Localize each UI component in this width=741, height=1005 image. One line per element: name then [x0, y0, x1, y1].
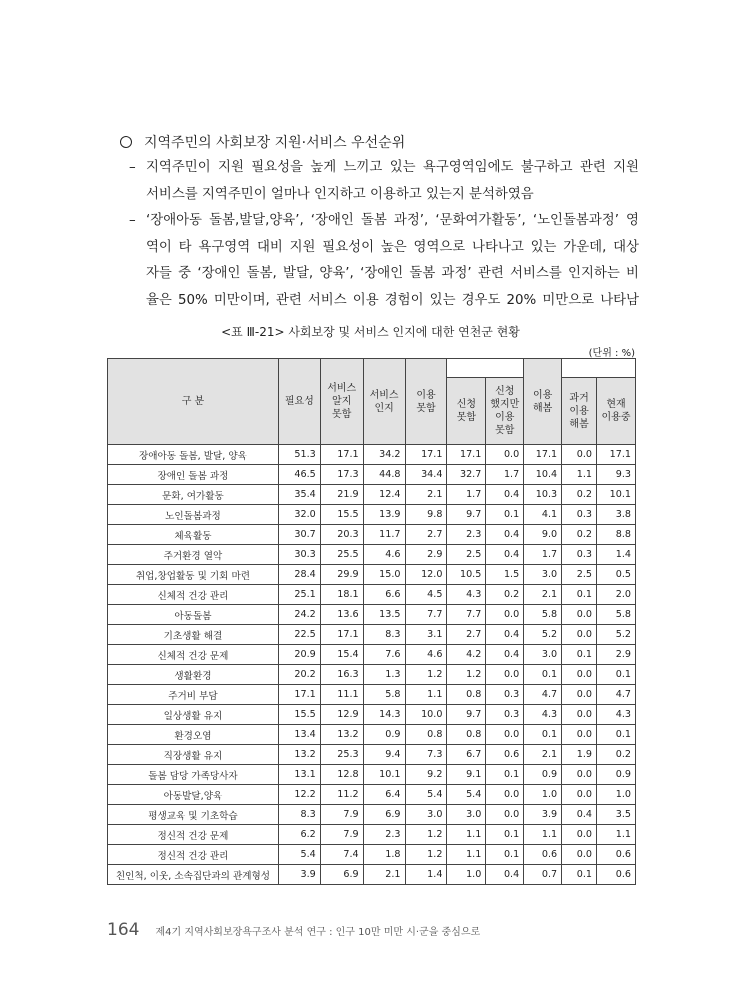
table-cell: 0.0	[562, 725, 597, 745]
table-cell: 1.0	[447, 865, 486, 885]
table-cell: 0.1	[524, 665, 562, 685]
table-row	[108, 445, 636, 465]
table-cell: 0.0	[562, 785, 597, 805]
table-cell: 5.8	[597, 605, 636, 625]
table-cell: 0.0	[562, 705, 597, 725]
table-cell: 10.1	[363, 765, 405, 785]
table-cell: 8.3	[363, 625, 405, 645]
table-cell: 1.2	[405, 825, 447, 845]
table-cell: 2.9	[405, 545, 447, 565]
header-blank-group-1	[447, 359, 524, 378]
row-label: 노인돌봄과정	[108, 505, 279, 525]
row-label: 주거환경 열악	[108, 545, 279, 565]
table-cell: 0.0	[562, 625, 597, 645]
table-cell: 15.5	[320, 505, 363, 525]
table-row	[108, 805, 636, 825]
row-label: 직장생활 유지	[108, 745, 279, 765]
table-cell: 32.7	[447, 465, 486, 485]
table-cell: 0.3	[486, 705, 524, 725]
table-cell: 0.1	[562, 645, 597, 665]
row-label: 신체적 건강 문제	[108, 645, 279, 665]
row-label: 친인척, 이웃, 소속집단과의 관계형성	[108, 865, 279, 885]
table-cell: 0.7	[524, 865, 562, 885]
table-row	[108, 685, 636, 705]
row-label: 장애인 돌봄 과정	[108, 465, 279, 485]
table-cell: 0.0	[562, 825, 597, 845]
section-heading	[120, 132, 405, 152]
row-label: 아동돌봄	[108, 605, 279, 625]
row-label: 취업,창업활동 및 기회 마련	[108, 565, 279, 585]
table-cell: 4.2	[447, 645, 486, 665]
table-row	[108, 845, 636, 865]
table-cell: 17.1	[597, 445, 636, 465]
table-cell: 12.4	[363, 485, 405, 505]
header-used: 이용 해봄	[524, 359, 562, 445]
table-row	[108, 465, 636, 485]
table-cell: 12.0	[405, 565, 447, 585]
table-cell: 10.1	[597, 485, 636, 505]
table-row	[108, 585, 636, 605]
table-cell: 10.0	[405, 705, 447, 725]
table-cell: 2.1	[524, 585, 562, 605]
header-blank-group-2	[562, 359, 636, 378]
table-cell: 15.4	[320, 645, 363, 665]
table-cell: 1.7	[447, 485, 486, 505]
table-cell: 9.1	[447, 765, 486, 785]
table-cell: 25.3	[320, 745, 363, 765]
table-cell: 2.7	[405, 525, 447, 545]
paragraph-1	[129, 155, 639, 208]
table-cell: 4.6	[363, 545, 405, 565]
table-row	[108, 765, 636, 785]
table-caption: <표 Ⅲ-21> 사회보장 및 서비스 인지에 대한 연천군 현황	[221, 325, 520, 339]
row-label: 신체적 건강 관리	[108, 585, 279, 605]
table-cell: 0.4	[486, 545, 524, 565]
row-label: 일상생활 유지	[108, 705, 279, 725]
table-cell: 0.0	[562, 765, 597, 785]
header-category: 구 분	[108, 359, 279, 445]
table-cell: 0.0	[562, 845, 597, 865]
table-cell: 9.8	[405, 505, 447, 525]
row-label: 장애아동 돌봄, 발달, 양육	[108, 445, 279, 465]
table-cell: 0.1	[486, 845, 524, 865]
row-label: 돌봄 담당 가족당사자	[108, 765, 279, 785]
table-cell: 1.0	[597, 785, 636, 805]
table-cell: 17.1	[320, 625, 363, 645]
table-cell: 20.9	[278, 645, 320, 665]
table-cell: 0.6	[524, 845, 562, 865]
table-cell: 9.4	[363, 745, 405, 765]
table-cell: 24.2	[278, 605, 320, 625]
table-cell: 4.7	[524, 685, 562, 705]
table-cell: 0.1	[524, 725, 562, 745]
table-row	[108, 825, 636, 845]
table-cell: 2.0	[597, 585, 636, 605]
table-cell: 0.2	[562, 485, 597, 505]
table-cell: 7.4	[320, 845, 363, 865]
table-cell: 0.3	[486, 685, 524, 705]
table-cell: 0.5	[597, 565, 636, 585]
row-label: 체육활동	[108, 525, 279, 545]
table-cell: 0.8	[405, 725, 447, 745]
table-row	[108, 485, 636, 505]
table-cell: 2.1	[363, 865, 405, 885]
table-cell: 0.4	[486, 485, 524, 505]
footer	[107, 920, 480, 940]
table-cell: 0.1	[562, 585, 597, 605]
table-cell: 0.1	[562, 865, 597, 885]
table-cell: 7.6	[363, 645, 405, 665]
table-cell: 7.7	[405, 605, 447, 625]
table-cell: 13.9	[363, 505, 405, 525]
table-cell: 8.3	[278, 805, 320, 825]
table-cell: 2.1	[524, 745, 562, 765]
table-cell: 10.4	[524, 465, 562, 485]
header-need: 필요성	[278, 359, 320, 445]
table-cell: 6.7	[447, 745, 486, 765]
table-cell: 44.8	[363, 465, 405, 485]
table-cell: 0.9	[597, 765, 636, 785]
paragraph-2	[129, 208, 639, 314]
table-cell: 3.8	[597, 505, 636, 525]
table-cell: 30.3	[278, 545, 320, 565]
table-cell: 4.6	[405, 645, 447, 665]
header-not-applied: 신청 못함	[447, 378, 486, 445]
table-cell: 2.3	[363, 825, 405, 845]
table-cell: 29.9	[320, 565, 363, 585]
table-cell: 4.7	[597, 685, 636, 705]
table-row	[108, 785, 636, 805]
row-label: 아동발달,양육	[108, 785, 279, 805]
table-cell: 10.3	[524, 485, 562, 505]
table-cell: 0.3	[562, 545, 597, 565]
table-cell: 1.0	[524, 785, 562, 805]
table-cell: 1.2	[405, 665, 447, 685]
table-cell: 1.8	[363, 845, 405, 865]
table-cell: 21.9	[320, 485, 363, 505]
table-cell: 9.0	[524, 525, 562, 545]
table-cell: 34.4	[405, 465, 447, 485]
table-cell: 6.2	[278, 825, 320, 845]
table-cell: 6.4	[363, 785, 405, 805]
table-cell: 0.4	[486, 645, 524, 665]
table-cell: 0.0	[562, 445, 597, 465]
header-past-use: 과거 이용 해봄	[562, 378, 597, 445]
table-cell: 1.1	[447, 845, 486, 865]
table-row	[108, 625, 636, 645]
table-cell: 1.7	[524, 545, 562, 565]
table-cell: 12.8	[320, 765, 363, 785]
table-cell: 12.9	[320, 705, 363, 725]
table-cell: 28.4	[278, 565, 320, 585]
table-cell: 22.5	[278, 625, 320, 645]
table-cell: 3.9	[524, 805, 562, 825]
table-row	[108, 745, 636, 765]
table-cell: 0.2	[486, 585, 524, 605]
table-cell: 0.6	[597, 865, 636, 885]
table-cell: 0.0	[562, 665, 597, 685]
table-cell: 0.0	[562, 685, 597, 705]
table-cell: 1.2	[447, 665, 486, 685]
table-cell: 0.0	[486, 445, 524, 465]
table-cell: 11.2	[320, 785, 363, 805]
table-cell: 17.1	[278, 685, 320, 705]
table-cell: 0.6	[486, 745, 524, 765]
table-cell: 3.0	[524, 565, 562, 585]
table-cell: 4.3	[524, 705, 562, 725]
table-cell: 1.3	[363, 665, 405, 685]
table-cell: 9.7	[447, 705, 486, 725]
table-cell: 17.1	[524, 445, 562, 465]
dash-bullet-icon: –	[129, 160, 136, 175]
table-cell: 11.7	[363, 525, 405, 545]
table-cell: 2.5	[562, 565, 597, 585]
table-cell: 1.2	[405, 845, 447, 865]
table-cell: 17.1	[405, 445, 447, 465]
table-cell: 0.1	[486, 825, 524, 845]
table-cell: 3.0	[447, 805, 486, 825]
table-cell: 2.9	[597, 645, 636, 665]
table-cell: 3.9	[278, 865, 320, 885]
table-cell: 25.5	[320, 545, 363, 565]
row-label: 주거비 부담	[108, 685, 279, 705]
table-cell: 14.3	[363, 705, 405, 725]
table-cell: 5.8	[363, 685, 405, 705]
table-cell: 3.0	[524, 645, 562, 665]
page-number: 164	[107, 920, 140, 940]
table-cell: 1.5	[486, 565, 524, 585]
table-cell: 4.3	[447, 585, 486, 605]
table-row	[108, 605, 636, 625]
table-row	[108, 545, 636, 565]
table-cell: 34.2	[363, 445, 405, 465]
paragraph-1-line-1: 지역주민이 지원 필요성을 높게 느끼고 있는 욕구영역임에도 불구하고 관련 지원	[146, 160, 639, 175]
row-label: 생활환경	[108, 665, 279, 685]
table-cell: 0.4	[486, 525, 524, 545]
row-label: 환경오염	[108, 725, 279, 745]
table-cell: 13.2	[278, 745, 320, 765]
table-cell: 35.4	[278, 485, 320, 505]
table-cell: 9.7	[447, 505, 486, 525]
table-cell: 5.2	[524, 625, 562, 645]
table-cell: 5.8	[524, 605, 562, 625]
table-cell: 18.1	[320, 585, 363, 605]
row-label: 문화, 여가활동	[108, 485, 279, 505]
table-cell: 25.1	[278, 585, 320, 605]
table-cell: 0.2	[562, 525, 597, 545]
table-cell: 7.3	[405, 745, 447, 765]
table-row	[108, 525, 636, 545]
table-cell: 13.5	[363, 605, 405, 625]
table-cell: 5.4	[447, 785, 486, 805]
table-cell: 51.3	[278, 445, 320, 465]
table-cell: 32.0	[278, 505, 320, 525]
table-cell: 1.1	[562, 465, 597, 485]
table-cell: 11.1	[320, 685, 363, 705]
table-cell: 4.5	[405, 585, 447, 605]
row-label: 기초생활 해결	[108, 625, 279, 645]
table-cell: 2.1	[405, 485, 447, 505]
paragraph-1-line-2: 서비스를 지역주민이 얼마나 인지하고 이용하고 있는지 분석하였음	[146, 186, 534, 202]
table-cell: 2.5	[447, 545, 486, 565]
table-cell: 10.5	[447, 565, 486, 585]
table-cell: 15.5	[278, 705, 320, 725]
table-cell: 1.7	[486, 465, 524, 485]
table-cell: 0.0	[486, 605, 524, 625]
table-cell: 0.4	[562, 805, 597, 825]
table-row	[108, 705, 636, 725]
header-not-used: 이용 못함	[405, 359, 447, 445]
table-cell: 20.3	[320, 525, 363, 545]
table-cell: 0.2	[597, 745, 636, 765]
header-known: 서비스 인지	[363, 359, 405, 445]
table-cell: 0.0	[562, 605, 597, 625]
table-cell: 5.4	[278, 845, 320, 865]
table-cell: 16.3	[320, 665, 363, 685]
table-cell: 3.5	[597, 805, 636, 825]
table-cell: 0.4	[486, 625, 524, 645]
table-cell: 0.1	[597, 725, 636, 745]
circle-bullet-icon	[120, 136, 132, 148]
table-cell: 5.2	[597, 625, 636, 645]
table-cell: 6.9	[320, 865, 363, 885]
table-cell: 0.0	[486, 805, 524, 825]
table-cell: 46.5	[278, 465, 320, 485]
paragraph-2-line-1: ‘장애아동 돌봄,발달,양육’, ‘장애인 돌봄 과정’, ‘문화여가활동’, ‘노인돌봄과정’ 영	[146, 213, 639, 228]
table-cell: 2.7	[447, 625, 486, 645]
table-cell: 17.1	[320, 445, 363, 465]
table-body	[108, 445, 636, 885]
table-cell: 0.3	[562, 505, 597, 525]
table-cell: 17.3	[320, 465, 363, 485]
table-cell: 0.0	[486, 725, 524, 745]
paragraph-2-line-2: 역이 타 욕구영역 대비 지원 필요성이 높은 영역으로 나타나고 있는 가운데, 대상	[146, 239, 639, 255]
table-cell: 0.8	[447, 725, 486, 745]
table-cell: 0.1	[486, 505, 524, 525]
table-cell: 1.1	[405, 685, 447, 705]
table-cell: 13.1	[278, 765, 320, 785]
table-cell: 1.1	[524, 825, 562, 845]
table-cell: 1.4	[597, 545, 636, 565]
table-cell: 0.1	[486, 765, 524, 785]
table-unit: (단위 : %)	[588, 348, 635, 359]
header-current-use: 현재 이용중	[597, 378, 636, 445]
table-cell: 0.0	[486, 665, 524, 685]
table-row	[108, 725, 636, 745]
paragraph-2-line-4: 율은 50% 미만이며, 관련 서비스 이용 경험이 있는 경우도 20% 미만으로 나타남	[146, 292, 639, 308]
table-cell: 3.1	[405, 625, 447, 645]
table-cell: 30.7	[278, 525, 320, 545]
paragraph-2-line-3: 자들 중 ‘장애인 돌봄, 발달, 양육’, ‘장애인 돌봄 과정’ 관련 서비스를 인지하는 비	[146, 266, 639, 281]
section-heading-text: 지역주민의 사회보장 지원·서비스 우선순위	[144, 135, 406, 151]
table-cell: 8.8	[597, 525, 636, 545]
table-cell: 4.3	[597, 705, 636, 725]
table-cell: 1.4	[405, 865, 447, 885]
table-cell: 12.2	[278, 785, 320, 805]
header-applied-not-used: 신청 했지만 이용 못함	[486, 378, 524, 445]
row-label: 정신적 건강 관리	[108, 845, 279, 865]
table-cell: 13.6	[320, 605, 363, 625]
table-cell: 0.8	[447, 685, 486, 705]
table-cell: 7.7	[447, 605, 486, 625]
table-cell: 0.1	[597, 665, 636, 685]
table-cell: 20.2	[278, 665, 320, 685]
footer-text: 제4기 지역사회보장욕구조사 분석 연구 : 인구 10만 미만 시·군을 중심으로	[155, 927, 481, 938]
table-cell: 1.1	[447, 825, 486, 845]
table-cell: 1.1	[597, 825, 636, 845]
table-cell: 1.9	[562, 745, 597, 765]
table-row	[108, 645, 636, 665]
table-cell: 13.2	[320, 725, 363, 745]
table-cell: 0.4	[486, 865, 524, 885]
data-table	[107, 358, 636, 885]
table-cell: 4.1	[524, 505, 562, 525]
table-cell: 15.0	[363, 565, 405, 585]
table-cell: 3.0	[405, 805, 447, 825]
table-cell: 2.3	[447, 525, 486, 545]
header-not-known: 서비스 알지 못함	[320, 359, 363, 445]
row-label: 평생교육 및 기초학습	[108, 805, 279, 825]
table-row	[108, 505, 636, 525]
table-cell: 0.6	[597, 845, 636, 865]
table-row	[108, 865, 636, 885]
table-cell: 0.0	[486, 785, 524, 805]
table-cell: 7.9	[320, 825, 363, 845]
table-row	[108, 565, 636, 585]
table-cell: 5.4	[405, 785, 447, 805]
table-cell: 0.9	[524, 765, 562, 785]
table-cell: 9.3	[597, 465, 636, 485]
table-cell: 9.2	[405, 765, 447, 785]
table-cell: 6.6	[363, 585, 405, 605]
dash-bullet-icon: –	[129, 213, 136, 228]
table-cell: 13.4	[278, 725, 320, 745]
table-cell: 0.9	[363, 725, 405, 745]
row-label: 정신적 건강 문제	[108, 825, 279, 845]
table-cell: 17.1	[447, 445, 486, 465]
table-cell: 6.9	[363, 805, 405, 825]
table-cell: 7.9	[320, 805, 363, 825]
table-row	[108, 665, 636, 685]
